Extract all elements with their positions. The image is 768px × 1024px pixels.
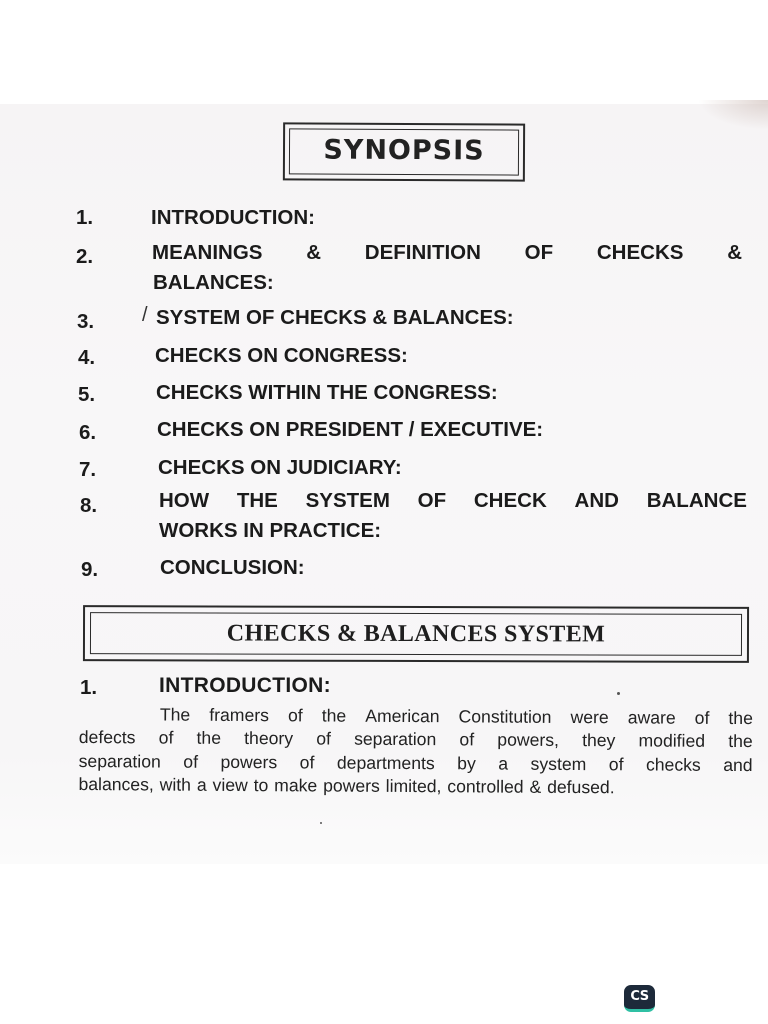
synopsis-item-text-line1: [152, 241, 742, 265]
word: theory: [244, 728, 294, 749]
word: &: [727, 241, 742, 264]
word: separation: [354, 728, 437, 750]
section-title: CHECKS & BALANCES SYSTEM: [226, 620, 606, 648]
word: Constitution: [458, 706, 552, 727]
word: a: [498, 753, 509, 774]
word: of: [608, 753, 624, 774]
word: BALANCE: [646, 489, 747, 512]
word: of: [459, 729, 475, 750]
introduction-heading: INTRODUCTION:: [159, 674, 331, 697]
line-text: balances, with a view to make powers limited, controlled & defused.: [78, 773, 615, 798]
dust-speck: [320, 822, 322, 824]
word: American: [365, 705, 440, 727]
word: the: [196, 728, 222, 749]
word: CHECKS: [596, 241, 684, 264]
camscanner-logo: CS: [624, 985, 655, 1012]
synopsis-item-number: 2.: [76, 245, 94, 268]
word: by: [457, 752, 476, 774]
synopsis-item-text: CHECKS ON PRESIDENT / EXECUTIVE:: [157, 418, 544, 441]
word: HOW: [159, 489, 210, 512]
word: were: [570, 707, 609, 728]
word: OF: [417, 489, 447, 512]
word: system: [530, 753, 587, 774]
word: checks: [645, 754, 701, 775]
word: AND: [574, 489, 619, 512]
word: separation: [78, 750, 161, 772]
word: modified: [638, 730, 706, 752]
introduction-paragraph: [78, 703, 753, 800]
synopsis-item-number: 7.: [79, 458, 97, 481]
synopsis-item-number: 4.: [78, 346, 96, 369]
word: aware: [627, 707, 676, 728]
word: departments: [336, 752, 435, 773]
word: DEFINITION: [364, 241, 481, 264]
word: powers,: [497, 729, 559, 751]
synopsis-item-text-line2: BALANCES:: [153, 271, 274, 294]
synopsis-item-text-line2: WORKS IN PRACTICE:: [159, 519, 382, 542]
word: of: [694, 707, 710, 728]
introduction-number: 1.: [80, 676, 98, 699]
synopsis-item-text: CHECKS WITHIN THE CONGRESS:: [156, 381, 498, 404]
synopsis-title: SYNOPSIS: [323, 134, 485, 167]
word: the: [321, 705, 347, 726]
synopsis-item-text: CHECKS ON CONGRESS:: [155, 344, 408, 367]
word: SYSTEM: [305, 489, 390, 512]
synopsis-item-text-line1: [159, 489, 747, 513]
synopsis-item-number: 3.: [77, 310, 95, 333]
word: and: [723, 754, 753, 775]
word: The: [159, 704, 191, 725]
synopsis-item-text: SYSTEM OF CHECKS & BALANCES:: [156, 306, 514, 329]
synopsis-item-text: CHECKS ON JUDICIARY:: [158, 456, 402, 479]
word: of: [158, 727, 174, 748]
word: the: [728, 707, 753, 729]
synopsis-item-number: 1.: [76, 206, 94, 229]
word: defects: [78, 727, 136, 748]
synopsis-item-number: 9.: [81, 558, 99, 581]
word: powers: [220, 751, 278, 772]
word: OF: [524, 241, 554, 264]
synopsis-item-number: 6.: [79, 421, 97, 444]
word: CHECK: [473, 489, 547, 512]
paragraph-line-4: [78, 773, 752, 800]
word: framers: [209, 704, 270, 726]
word: &: [306, 241, 322, 264]
synopsis-item-text: CONCLUSION:: [160, 556, 305, 579]
paragraph-line-1: [79, 703, 753, 730]
word: of: [316, 728, 332, 749]
synopsis-item-text: INTRODUCTION:: [151, 206, 315, 229]
section-heading-box: [83, 605, 749, 663]
word: of: [183, 751, 199, 772]
word: the: [728, 731, 753, 752]
dust-speck: [617, 692, 620, 695]
word: they: [582, 730, 616, 751]
synopsis-item-number: 8.: [80, 494, 98, 517]
word: of: [287, 705, 303, 726]
synopsis-item-number: 5.: [78, 383, 96, 406]
pen-mark: /: [142, 304, 148, 326]
word: MEANINGS: [152, 241, 263, 264]
word: THE: [236, 489, 278, 512]
word: of: [299, 751, 315, 773]
